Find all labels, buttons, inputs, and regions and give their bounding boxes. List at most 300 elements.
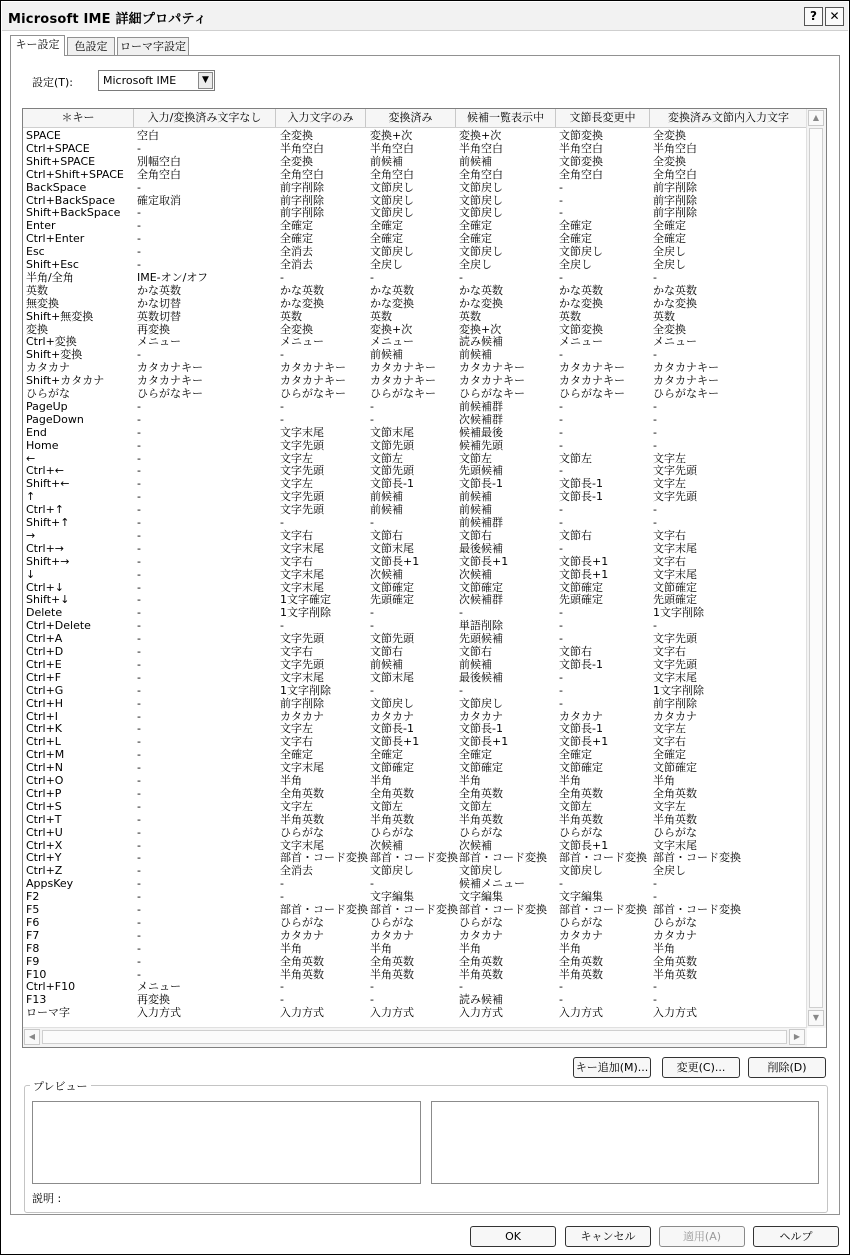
cell-input-only: 文字末尾 xyxy=(280,670,324,684)
cell-key: F5 xyxy=(26,903,40,916)
table-row[interactable] xyxy=(23,555,807,568)
table-row[interactable] xyxy=(23,129,807,142)
cancel-button[interactable]: キャンセル xyxy=(565,1226,651,1247)
cell-no-input: 全角空白 xyxy=(137,167,181,181)
cell-no-input: - xyxy=(137,903,141,916)
table-row[interactable] xyxy=(23,658,807,671)
cell-clause-length: 入力方式 xyxy=(559,1006,603,1020)
scroll-down-icon[interactable]: ▼ xyxy=(808,1010,824,1026)
cell-converted: 文節戻し xyxy=(370,245,414,259)
cell-converted: 次候補 xyxy=(370,567,403,581)
cell-no-input: - xyxy=(137,838,141,852)
table-row[interactable] xyxy=(23,993,807,1006)
tab-color-settings[interactable]: 色設定 xyxy=(67,37,115,55)
cell-candidate-list: かな変換 xyxy=(459,296,503,310)
cell-candidate-list: 先頭候補 xyxy=(459,632,503,646)
cell-no-input: - xyxy=(137,954,141,968)
cell-key: Ctrl+Z xyxy=(26,864,63,878)
cell-candidate-list: 次候補 xyxy=(459,838,492,852)
cell-candidate-list: 全確定 xyxy=(459,219,492,233)
tab-key-settings[interactable]: キー設定 xyxy=(10,35,65,56)
cell-clause-input: 文字先頭 xyxy=(653,657,697,671)
column-header-no-input[interactable]: 入力/変換済み文字なし xyxy=(134,109,276,127)
table-row[interactable] xyxy=(23,697,807,710)
cell-clause-input: 全確定 xyxy=(653,748,686,762)
cell-no-input: - xyxy=(137,180,141,194)
cell-key: 半角/全角 xyxy=(26,270,74,284)
cell-input-only: 半角英数 xyxy=(280,967,324,981)
cell-clause-length: カタカナ xyxy=(559,709,603,723)
cell-clause-input: 文字左 xyxy=(653,722,686,736)
cell-key: Ctrl+X xyxy=(26,838,63,852)
table-row[interactable] xyxy=(23,877,807,890)
table-row[interactable] xyxy=(23,581,807,594)
cell-converted: ひらがな xyxy=(370,825,414,839)
cell-key: Ctrl+SPACE xyxy=(26,141,90,155)
cell-clause-input: 文字右 xyxy=(653,645,686,658)
cell-key: F8 xyxy=(26,941,40,955)
cell-no-input: カタカナキー xyxy=(137,374,203,388)
cell-clause-input: 前字削除 xyxy=(653,180,697,194)
cell-candidate-list: 文字編集 xyxy=(459,890,503,904)
cell-candidate-list: - xyxy=(459,270,463,284)
cell-converted: - xyxy=(370,619,374,633)
chevron-down-icon[interactable]: ▼ xyxy=(198,72,213,89)
cell-clause-input: - xyxy=(653,425,657,439)
table-row[interactable] xyxy=(23,452,807,465)
cell-input-only: 部首・コード変換 xyxy=(280,903,368,916)
help-button[interactable]: ヘルプ xyxy=(753,1226,839,1247)
cell-converted: 文節長-1 xyxy=(370,722,414,736)
cell-clause-length: 文節長-1 xyxy=(559,490,603,504)
apply-button[interactable]: 適用(A) xyxy=(659,1226,745,1247)
column-header-key[interactable]: ＊キー xyxy=(23,109,134,127)
table-row[interactable] xyxy=(23,903,807,916)
cell-input-only: 全角英数 xyxy=(280,954,324,968)
cell-clause-length: 部首・コード変換 xyxy=(559,851,647,865)
scroll-up-icon[interactable]: ▲ xyxy=(808,110,824,126)
cell-candidate-list: ひらがなキー xyxy=(459,387,525,400)
cell-clause-length: 文節変換 xyxy=(559,322,603,336)
cell-input-only: 文字末尾 xyxy=(280,580,324,594)
table-row[interactable] xyxy=(23,826,807,839)
cell-candidate-list: 全角英数 xyxy=(459,786,503,800)
cell-candidate-list: 文節右 xyxy=(459,645,492,658)
cell-key: Shift+← xyxy=(26,477,70,491)
table-row[interactable] xyxy=(23,219,807,232)
cell-key: Ctrl+L xyxy=(26,735,61,749)
table-row[interactable] xyxy=(23,142,807,155)
cell-candidate-list: ひらがな xyxy=(459,825,503,839)
cell-candidate-list: 文節確定 xyxy=(459,580,503,594)
table-row[interactable] xyxy=(23,748,807,761)
cell-clause-input: 文字先頭 xyxy=(653,490,697,504)
table-row[interactable] xyxy=(23,864,807,877)
cell-clause-length: ひらがな xyxy=(559,915,603,929)
cell-no-input: - xyxy=(137,670,141,684)
cell-no-input: - xyxy=(137,503,141,517)
cell-clause-input: ひらがな xyxy=(653,825,697,839)
cell-converted: 文節戻し xyxy=(370,864,414,878)
cell-clause-input: 全戻し xyxy=(653,245,686,259)
cell-candidate-list: 最後候補 xyxy=(459,670,503,684)
table-row[interactable] xyxy=(23,348,807,361)
cell-clause-input: 1文字削除 xyxy=(653,683,704,697)
cell-converted: カタカナキー xyxy=(370,361,436,375)
table-row[interactable] xyxy=(23,374,807,387)
cell-clause-input: 全角空白 xyxy=(653,167,697,181)
table-row[interactable] xyxy=(23,735,807,748)
cell-clause-length: - xyxy=(559,980,563,994)
cell-candidate-list: 半角 xyxy=(459,774,481,787)
cell-input-only: 文字先頭 xyxy=(280,632,324,646)
table-row[interactable] xyxy=(23,710,807,723)
cell-key: End xyxy=(26,425,47,439)
table-row[interactable] xyxy=(23,593,807,606)
cell-no-input: 再変換 xyxy=(137,322,170,336)
cell-converted: 文節先頭 xyxy=(370,632,414,646)
cell-input-only: 全確定 xyxy=(280,219,313,233)
cell-clause-length: 文字編集 xyxy=(559,890,603,904)
table-row[interactable] xyxy=(23,839,807,852)
cell-clause-input: 全変換 xyxy=(653,322,686,336)
cell-input-only: 全消去 xyxy=(280,245,313,259)
cell-input-only: カタカナキー xyxy=(280,374,346,388)
table-row[interactable] xyxy=(23,168,807,181)
table-row[interactable] xyxy=(23,335,807,348)
cell-clause-length: 文節長-1 xyxy=(559,657,603,671)
cell-candidate-list: 全戻し xyxy=(459,258,492,271)
cell-no-input: - xyxy=(137,348,141,362)
table-row[interactable] xyxy=(23,206,807,219)
cell-no-input: - xyxy=(137,412,141,426)
table-row[interactable] xyxy=(23,645,807,658)
cell-converted: 半角空白 xyxy=(370,141,414,155)
cell-no-input: - xyxy=(137,941,141,955)
cell-input-only: 文字右 xyxy=(280,645,313,658)
table-row[interactable] xyxy=(23,258,807,271)
cell-key: Ctrl+Y xyxy=(26,851,62,865)
cell-key: ← xyxy=(26,451,36,465)
table-row[interactable] xyxy=(23,232,807,245)
table-row[interactable] xyxy=(23,890,807,903)
scroll-left-icon[interactable]: ◀ xyxy=(24,1029,40,1045)
cell-converted: 文節確定 xyxy=(370,580,414,594)
delete-button[interactable]: 削除(D) xyxy=(748,1057,826,1078)
table-row[interactable] xyxy=(23,413,807,426)
table-row[interactable] xyxy=(23,284,807,297)
table-row[interactable] xyxy=(23,503,807,516)
table-row[interactable] xyxy=(23,477,807,490)
cell-clause-length: - xyxy=(559,464,563,478)
help-icon[interactable]: ? xyxy=(804,7,823,26)
horizontal-scroll-thumb[interactable] xyxy=(42,1030,787,1044)
cell-candidate-list: 文節戻し xyxy=(459,696,503,710)
table-row[interactable] xyxy=(23,387,807,400)
cell-no-input: - xyxy=(137,516,141,529)
cell-converted: - xyxy=(370,606,374,620)
cell-no-input: - xyxy=(137,657,141,671)
cell-candidate-list: 最後候補 xyxy=(459,541,503,555)
table-row[interactable] xyxy=(23,194,807,207)
close-icon[interactable]: ✕ xyxy=(825,7,844,26)
column-header-input-only[interactable]: 入力文字のみ xyxy=(276,109,366,127)
cell-key: F7 xyxy=(26,928,40,942)
table-row[interactable] xyxy=(23,323,807,336)
cell-no-input: - xyxy=(137,683,141,697)
table-row[interactable] xyxy=(23,297,807,310)
cell-converted: カタカナキー xyxy=(370,374,436,388)
cell-clause-input: - xyxy=(653,516,657,529)
cell-input-only: - xyxy=(280,412,284,426)
cell-key: Ctrl+H xyxy=(26,696,64,710)
cell-clause-input: 全戻し xyxy=(653,864,686,878)
cell-key: SPACE xyxy=(26,129,61,142)
cell-input-only: 全確定 xyxy=(280,232,313,246)
table-row[interactable] xyxy=(23,568,807,581)
cell-no-input: - xyxy=(137,864,141,878)
table-row[interactable] xyxy=(23,684,807,697)
cell-input-only: 部首・コード変換 xyxy=(280,851,368,865)
cell-no-input: - xyxy=(137,541,141,555)
cell-no-input: カタカナキー xyxy=(137,361,203,375)
cell-no-input: - xyxy=(137,528,141,542)
cell-clause-input: 文字左 xyxy=(653,799,686,813)
cell-no-input: - xyxy=(137,593,141,607)
cell-no-input: - xyxy=(137,722,141,736)
cell-candidate-list: 次候補 xyxy=(459,567,492,581)
table-row[interactable] xyxy=(23,245,807,258)
table-row[interactable] xyxy=(23,181,807,194)
cell-clause-length: 文節長+1 xyxy=(559,567,609,581)
cell-converted: かな英数 xyxy=(370,283,414,297)
cell-converted: 部首・コード変換 xyxy=(370,903,458,916)
table-row[interactable] xyxy=(23,632,807,645)
cell-clause-input: かな変換 xyxy=(653,296,697,310)
cell-input-only: - xyxy=(280,516,284,529)
cell-candidate-list: - xyxy=(459,980,463,994)
cell-clause-length: 全確定 xyxy=(559,748,592,762)
cell-converted: 文節確定 xyxy=(370,761,414,775)
tab-romaji-settings[interactable]: ローマ字設定 xyxy=(117,37,189,55)
cell-no-input: - xyxy=(137,554,141,568)
cell-input-only: 全変換 xyxy=(280,322,313,336)
cell-key: Enter xyxy=(26,219,56,233)
cell-no-input: - xyxy=(137,799,141,813)
cell-key: Ctrl+Delete xyxy=(26,619,91,633)
cell-no-input: 英数切替 xyxy=(137,309,181,323)
cell-candidate-list: 次候補群 xyxy=(459,412,503,426)
scroll-right-icon[interactable]: ▶ xyxy=(789,1029,805,1045)
table-row[interactable] xyxy=(23,529,807,542)
cell-candidate-list: 文節右 xyxy=(459,528,492,542)
cell-candidate-list: 読み候補 xyxy=(459,335,503,349)
cell-input-only: 文字右 xyxy=(280,735,313,749)
column-header-candidate-list[interactable]: 候補一覧表示中 xyxy=(456,109,556,127)
table-row[interactable] xyxy=(23,490,807,503)
cell-input-only: カタカナ xyxy=(280,709,324,723)
cell-converted: カタカナ xyxy=(370,928,414,942)
cell-key: BackSpace xyxy=(26,180,87,194)
cell-key: Ctrl+P xyxy=(26,786,62,800)
table-row[interactable] xyxy=(23,619,807,632)
cell-converted: 文節末尾 xyxy=(370,541,414,555)
cell-input-only: - xyxy=(280,877,284,891)
cell-input-only: ひらがな xyxy=(280,825,324,839)
vertical-scroll-thumb[interactable] xyxy=(809,128,823,1008)
table-row[interactable] xyxy=(23,516,807,529)
table-row[interactable] xyxy=(23,439,807,452)
cell-candidate-list: - xyxy=(459,606,463,620)
cell-clause-length: 文節左 xyxy=(559,799,592,813)
cell-input-only: ひらがなキー xyxy=(280,387,346,400)
change-button[interactable]: 変更(C)... xyxy=(662,1057,740,1078)
cell-converted: 文節長+1 xyxy=(370,554,420,568)
cell-no-input: - xyxy=(137,851,141,865)
table-row[interactable] xyxy=(23,271,807,284)
cell-no-input: - xyxy=(137,258,141,271)
table-row[interactable] xyxy=(23,426,807,439)
table-row[interactable] xyxy=(23,722,807,735)
cell-clause-length: 半角英数 xyxy=(559,812,603,826)
cell-key: Ctrl+変換 xyxy=(26,335,77,349)
cell-candidate-list: 前候補 xyxy=(459,490,492,504)
cell-clause-length: 文節変換 xyxy=(559,129,603,142)
cell-converted: 文節先頭 xyxy=(370,464,414,478)
cell-clause-input: カタカナキー xyxy=(653,374,719,388)
cell-key: Ctrl+K xyxy=(26,722,63,736)
table-row[interactable] xyxy=(23,671,807,684)
settings-label: 設定(T): xyxy=(32,76,74,89)
cell-input-only: 1文字削除 xyxy=(280,606,331,620)
cell-no-input: - xyxy=(137,606,141,620)
cell-key: F9 xyxy=(26,954,40,968)
cell-clause-input: カタカナキー xyxy=(653,361,719,375)
cell-converted: 全角空白 xyxy=(370,167,414,181)
table-row[interactable] xyxy=(23,155,807,168)
table-row[interactable] xyxy=(23,606,807,619)
cell-clause-input: 全角英数 xyxy=(653,786,697,800)
cell-no-input: - xyxy=(137,567,141,581)
table-row[interactable] xyxy=(23,980,807,993)
cell-clause-length: 文節長+1 xyxy=(559,554,609,568)
preview-after-box xyxy=(431,1101,819,1184)
cell-input-only: 文字末尾 xyxy=(280,838,324,852)
cell-candidate-list: 文節長-1 xyxy=(459,477,503,491)
add-key-button[interactable]: キー追加(M)... xyxy=(573,1057,651,1078)
cell-input-only: 文字末尾 xyxy=(280,761,324,775)
cell-input-only: - xyxy=(280,348,284,362)
cell-key: Shift+↓ xyxy=(26,593,70,607)
table-row[interactable] xyxy=(23,929,807,942)
table-row[interactable] xyxy=(23,310,807,323)
column-header-clause-length[interactable]: 文節長変更中 xyxy=(556,109,650,127)
table-row[interactable] xyxy=(23,761,807,774)
cell-key: 変換 xyxy=(26,322,48,336)
cell-clause-length: 英数 xyxy=(559,309,581,323)
cell-clause-input: 英数 xyxy=(653,309,675,323)
cell-key: ひらがな xyxy=(26,387,70,400)
cell-clause-input: 文字右 xyxy=(653,554,686,568)
cell-clause-length: かな英数 xyxy=(559,283,603,297)
table-row[interactable] xyxy=(23,542,807,555)
cell-key: ↓ xyxy=(26,567,36,581)
cell-converted: - xyxy=(370,412,374,426)
cell-input-only: 半角空白 xyxy=(280,141,324,155)
table-row[interactable] xyxy=(23,774,807,787)
cell-candidate-list: 前候補 xyxy=(459,154,492,168)
cell-candidate-list: カタカナキー xyxy=(459,374,525,388)
ok-button[interactable]: OK xyxy=(470,1226,556,1247)
cell-key: Shift+カタカナ xyxy=(26,374,105,388)
vertical-scrollbar[interactable] xyxy=(806,109,826,1028)
cell-converted: ひらがな xyxy=(370,915,414,929)
cell-key: Ctrl+Enter xyxy=(26,232,85,246)
table-row[interactable] xyxy=(23,1006,807,1019)
table-row[interactable] xyxy=(23,916,807,929)
settings-dropdown[interactable] xyxy=(98,70,215,91)
cell-no-input: - xyxy=(137,232,141,246)
cell-clause-length: 半角空白 xyxy=(559,141,603,155)
cell-key: Shift+SPACE xyxy=(26,154,96,168)
key-assignment-table[interactable] xyxy=(22,108,827,1048)
cell-input-only: 入力方式 xyxy=(280,1006,324,1020)
cell-key: F2 xyxy=(26,890,40,904)
horizontal-scrollbar[interactable] xyxy=(23,1027,807,1047)
cell-candidate-list: 前候補群 xyxy=(459,399,503,413)
cell-clause-input: - xyxy=(653,503,657,517)
cell-candidate-list: 半角英数 xyxy=(459,967,503,981)
cell-clause-length: 全角空白 xyxy=(559,167,603,181)
cell-input-only: 文字右 xyxy=(280,554,313,568)
table-row[interactable] xyxy=(23,955,807,968)
cell-input-only: 半角 xyxy=(280,941,302,955)
cell-no-input: 入力方式 xyxy=(137,1006,181,1020)
cell-clause-length: 全確定 xyxy=(559,219,592,233)
cell-converted: 全角英数 xyxy=(370,954,414,968)
table-row[interactable] xyxy=(23,942,807,955)
cell-no-input: - xyxy=(137,464,141,478)
cell-input-only: 文字末尾 xyxy=(280,567,324,581)
table-row[interactable] xyxy=(23,968,807,981)
table-row[interactable] xyxy=(23,800,807,813)
table-row[interactable] xyxy=(23,464,807,477)
table-row[interactable] xyxy=(23,361,807,374)
column-header-clause-input[interactable]: 変換済み文節内入力文字 xyxy=(668,111,789,124)
table-row[interactable] xyxy=(23,787,807,800)
cell-clause-length: - xyxy=(559,180,563,194)
column-header-converted[interactable]: 変換済み xyxy=(366,109,456,127)
cell-no-input: - xyxy=(137,735,141,749)
cell-key: Ctrl+M xyxy=(26,748,65,762)
cell-input-only: - xyxy=(280,270,284,284)
cell-no-input: - xyxy=(137,619,141,633)
cell-no-input: - xyxy=(137,451,141,465)
cell-input-only: 文字先頭 xyxy=(280,438,324,452)
table-row[interactable] xyxy=(23,851,807,864)
cell-candidate-list: 文節左 xyxy=(459,451,492,465)
cell-no-input: 空白 xyxy=(137,129,159,142)
table-row[interactable] xyxy=(23,400,807,413)
cell-clause-input: - xyxy=(653,399,657,413)
cell-clause-length: 文節戻し xyxy=(559,245,603,259)
cell-clause-length: - xyxy=(559,632,563,646)
cell-converted: 半角英数 xyxy=(370,967,414,981)
table-header xyxy=(23,109,807,128)
table-row[interactable] xyxy=(23,813,807,826)
cell-clause-input: 前字削除 xyxy=(653,193,697,207)
cell-clause-input: - xyxy=(653,412,657,426)
